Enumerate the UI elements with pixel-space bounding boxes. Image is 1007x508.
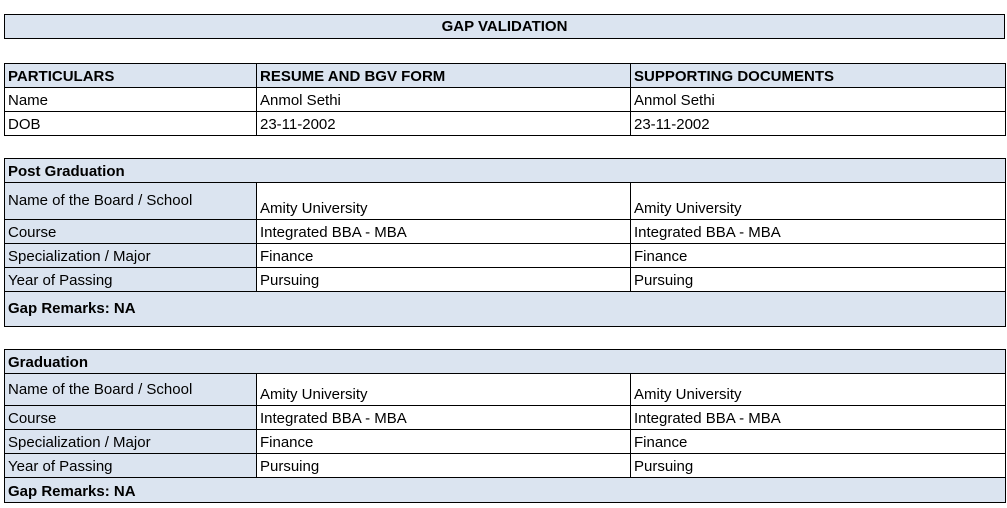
row-label: Specialization / Major — [5, 430, 257, 454]
resume-value: Finance — [257, 430, 631, 454]
resume-value: Pursuing — [257, 268, 631, 292]
row-label: DOB — [5, 112, 257, 136]
resume-value: Integrated BBA - MBA — [257, 220, 631, 244]
docs-value: Pursuing — [631, 454, 1006, 478]
docs-value: Integrated BBA - MBA — [631, 406, 1006, 430]
row-label: Year of Passing — [5, 268, 257, 292]
row-label: Specialization / Major — [5, 244, 257, 268]
header-supporting-docs: SUPPORTING DOCUMENTS — [631, 64, 1006, 88]
post-graduation-table — [4, 158, 1006, 327]
resume-value: Amity University — [257, 374, 631, 406]
row-label: Name — [5, 88, 257, 112]
table-row — [5, 454, 1006, 478]
section-title-row — [5, 159, 1006, 183]
section-title: Graduation — [5, 350, 1006, 374]
table-row — [5, 112, 1006, 136]
table-row — [5, 88, 1006, 112]
resume-value: Anmol Sethi — [257, 88, 631, 112]
row-label: Year of Passing — [5, 454, 257, 478]
resume-value: Pursuing — [257, 454, 631, 478]
gap-remarks: Gap Remarks: NA — [5, 292, 1006, 327]
row-label: Course — [5, 406, 257, 430]
row-label: Name of the Board / School — [5, 374, 257, 406]
table-row — [5, 268, 1006, 292]
table-row — [5, 406, 1006, 430]
docs-value: Integrated BBA - MBA — [631, 220, 1006, 244]
remarks-row — [5, 478, 1006, 503]
table-row — [5, 220, 1006, 244]
resume-value: 23-11-2002 — [257, 112, 631, 136]
row-label: Course — [5, 220, 257, 244]
docs-value: Finance — [631, 244, 1006, 268]
table-row — [5, 244, 1006, 268]
header-resume: RESUME AND BGV FORM — [257, 64, 631, 88]
docs-value: 23-11-2002 — [631, 112, 1006, 136]
docs-value: Amity University — [631, 183, 1006, 220]
docs-value: Pursuing — [631, 268, 1006, 292]
docs-value: Finance — [631, 430, 1006, 454]
docs-value: Amity University — [631, 374, 1006, 406]
header-particulars: PARTICULARS — [5, 64, 257, 88]
table-row — [5, 430, 1006, 454]
row-label: Name of the Board / School — [5, 183, 257, 220]
section-title-row — [5, 350, 1006, 374]
section-title: Post Graduation — [5, 159, 1006, 183]
remarks-row — [5, 292, 1006, 327]
gap-remarks: Gap Remarks: NA — [5, 478, 1006, 503]
header-row — [5, 64, 1006, 88]
resume-value: Amity University — [257, 183, 631, 220]
resume-value: Finance — [257, 244, 631, 268]
docs-value: Anmol Sethi — [631, 88, 1006, 112]
table-row — [5, 374, 1006, 406]
personal-table — [4, 63, 1006, 136]
graduation-table — [4, 349, 1006, 503]
page-title: GAP VALIDATION — [4, 14, 1005, 39]
resume-value: Integrated BBA - MBA — [257, 406, 631, 430]
table-row — [5, 183, 1006, 220]
